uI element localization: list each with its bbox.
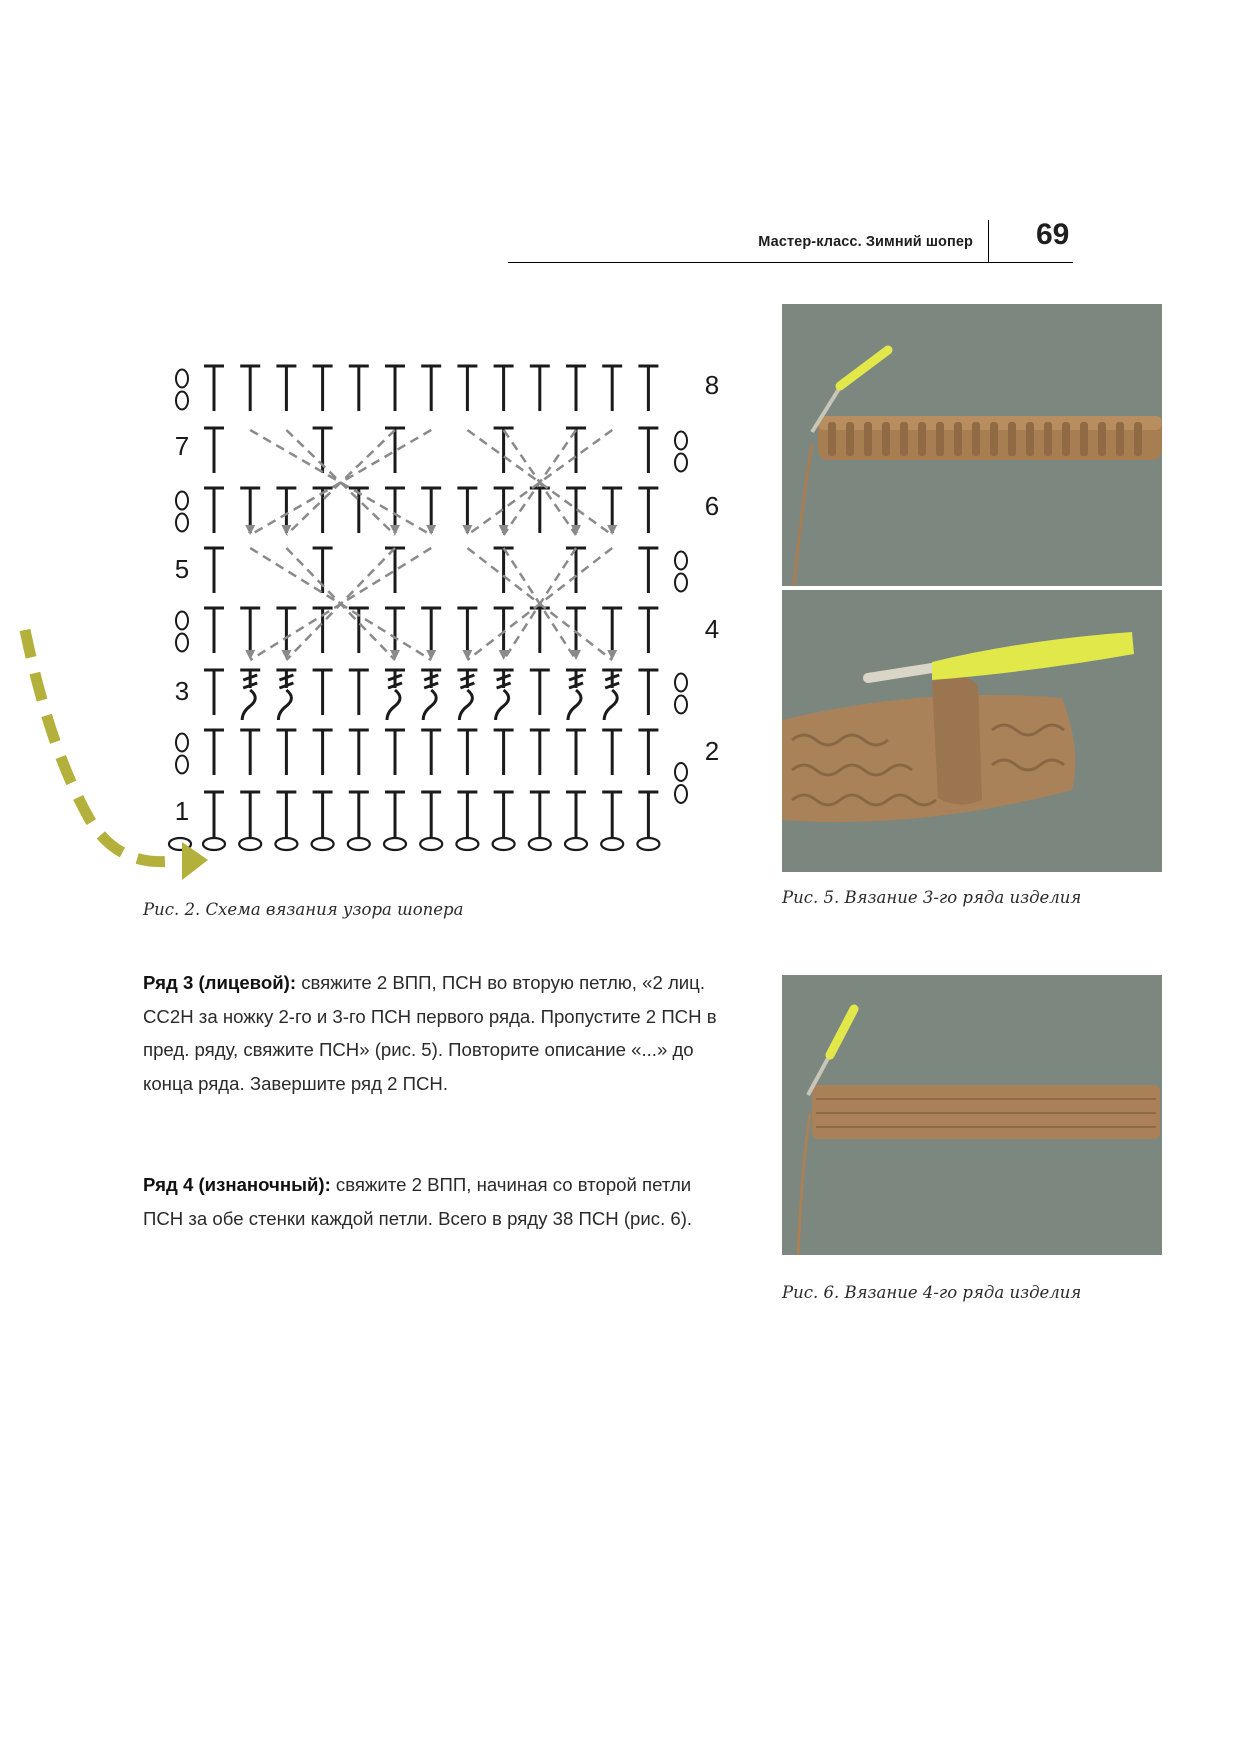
header-rule: [508, 262, 1073, 263]
paragraph-row-4-text: свяжите 2 ВПП, начиная со второй петли ПСН за обе стенки каждой петли. Всего в ряду 38 ПСН (рис. 6).: [143, 1174, 693, 1229]
figure-5-caption: Рис. 5. Вязание 3-го ряда изделия: [782, 888, 1082, 907]
photo-row-4-overview: [782, 975, 1162, 1255]
paragraph-row-4: [143, 1168, 733, 1235]
paragraph-row-3-text: свяжите 2 ВПП, ПСН во вторую петлю, «2 лиц. СС2Н за ножку 2-го и 3-го ПСН первого ряда. Пропустите 2 ПСН в пред. ряду, свяжите ПСН» (рис. 5). Повторите описание «...» до конца ряда. Завершите ряд 2 ПСН.: [143, 972, 717, 1094]
row-label-3: 3: [174, 676, 190, 706]
row-label-6: 6: [704, 491, 720, 521]
paragraph-row-3: [143, 966, 733, 1100]
row-label-4: 4: [704, 614, 720, 644]
chain-stitch: [637, 838, 659, 850]
turning-chain: [176, 612, 188, 630]
turning-chain: [176, 492, 188, 510]
chain-stitch: [384, 838, 406, 850]
chain-stitch: [601, 838, 623, 850]
turning-chain: [176, 634, 188, 652]
turning-chain: [675, 763, 687, 781]
chain-stitch: [529, 838, 551, 850]
cross-arrowhead: [607, 650, 617, 660]
chain-stitch: [203, 838, 225, 850]
page-number: 69: [1036, 218, 1070, 251]
turning-chain: [675, 674, 687, 692]
paragraph-row-4-lead: Ряд 4 (изнаночный):: [143, 1174, 331, 1195]
cross-arrowhead: [462, 650, 472, 660]
cross-arrowhead: [245, 650, 255, 660]
turning-chain: [675, 696, 687, 714]
row-label-8: 8: [704, 370, 720, 400]
turning-chain: [176, 756, 188, 774]
turning-chain: [675, 454, 687, 472]
chain-stitch: [565, 838, 587, 850]
turning-chain: [675, 785, 687, 803]
chain-stitch: [312, 838, 334, 850]
paragraph-row-3-lead: Ряд 3 (лицевой):: [143, 972, 297, 993]
post-stitch: [278, 670, 293, 720]
turning-chain: [176, 392, 188, 410]
cross-arrowhead: [390, 525, 400, 535]
post-stitch: [568, 670, 583, 720]
row-label-2: 2: [704, 736, 720, 766]
crochet-chart: [0, 330, 760, 890]
chain-stitch: [348, 838, 370, 850]
running-header-title: Мастер-класс. Зимний шопер: [758, 234, 973, 250]
post-stitch: [387, 670, 402, 720]
turning-chain: [675, 552, 687, 570]
cross-arrowhead: [281, 525, 291, 535]
photo-row-3-closeup: [782, 590, 1162, 872]
chain-stitch: [239, 838, 261, 850]
cross-arrowhead: [390, 650, 400, 660]
cross-arrowhead: [281, 650, 291, 660]
figure-2-caption: Рис. 2. Схема вязания узора шопера: [143, 900, 464, 919]
photo-row-3-overview: [782, 304, 1162, 586]
turning-chain: [675, 432, 687, 450]
post-stitch: [242, 670, 257, 720]
chain-stitch: [493, 838, 515, 850]
row-label-7: 7: [174, 431, 190, 461]
cross-arrowhead: [607, 525, 617, 535]
turning-chain: [176, 734, 188, 752]
row-label-5: 5: [174, 554, 190, 584]
pointer-arrow: [25, 630, 180, 862]
post-stitch: [423, 670, 438, 720]
chain-stitch: [420, 838, 442, 850]
chain-stitch: [456, 838, 478, 850]
cross-arrowhead: [426, 525, 436, 535]
cross-arrowhead: [426, 650, 436, 660]
turning-chain: [675, 574, 687, 592]
post-stitch: [604, 670, 619, 720]
post-stitch: [459, 670, 474, 720]
turning-chain: [176, 514, 188, 532]
turning-chain: [176, 370, 188, 388]
cross-arrowhead: [245, 525, 255, 535]
row-label-1: 1: [174, 796, 190, 826]
header-separator: [988, 220, 989, 262]
chain-stitch: [275, 838, 297, 850]
cross-arrowhead: [462, 525, 472, 535]
post-stitch: [496, 670, 511, 720]
figure-6-caption: Рис. 6. Вязание 4-го ряда изделия: [782, 1283, 1082, 1302]
